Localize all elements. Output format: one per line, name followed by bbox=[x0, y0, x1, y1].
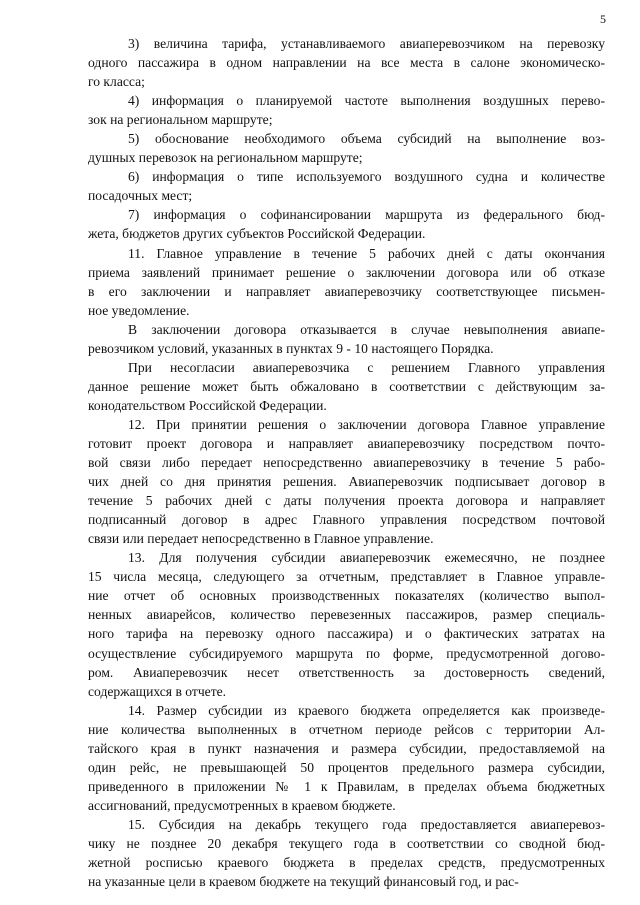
text-line: данное решение может быть обжаловано в соответствии с действующим за- bbox=[88, 378, 605, 394]
text-line: ассигнований, предусмотренных в краевом бюджете. bbox=[88, 797, 396, 813]
text-line: приема заявлений принимает решение о заключении договора или об отказе bbox=[88, 264, 605, 280]
paragraph-point-15 bbox=[88, 815, 605, 891]
text-line: 7) информация о софинансировании маршрута из федерального бюд- bbox=[128, 207, 605, 223]
paragraph-item-4 bbox=[88, 91, 605, 129]
text-line: готовит проект договора и направляет авиаперевозчику посредством почто- bbox=[88, 435, 605, 451]
text-line: 12. При принятии решения о заключении договора Главное управление bbox=[128, 416, 605, 432]
text-line: 11. Главное управление в течение 5 рабочих дней с даты окончания bbox=[128, 245, 605, 261]
text-line: 13. Для получения субсидии авиаперевозчик ежемесячно, не позднее bbox=[128, 550, 605, 566]
text-line: вой связи либо передает непосредственно авиаперевозчику в течение 5 рабо- bbox=[88, 455, 605, 471]
document-body bbox=[88, 34, 605, 891]
text-line: 3) величина тарифа, устанавливаемого авиаперевозчиком на перевозку bbox=[128, 36, 605, 51]
text-line: ненных авиарейсов, количество перевезенных пассажиров, размер специаль- bbox=[88, 607, 605, 623]
text-line: жетной росписью краевого бюджета в пределах средств, предусмотренных bbox=[88, 855, 605, 871]
text-line: ром. Авиаперевозчик несет ответственность за достоверность сведений, bbox=[88, 664, 605, 680]
paragraph-item-7 bbox=[88, 205, 605, 243]
text-line: 6) информация о типе используемого воздушного судна и количестве bbox=[128, 169, 605, 185]
paragraph-appeal bbox=[88, 358, 605, 415]
text-line: ние отчет об основных производственных показателях (количество выпол- bbox=[88, 588, 605, 604]
text-line: го класса; bbox=[88, 74, 145, 90]
text-line: содержащихся в отчете. bbox=[88, 683, 227, 699]
text-line: приведенного в приложении № 1 к Правилам, в пределах объема бюджетных bbox=[88, 778, 605, 794]
text-line: 14. Размер субсидии из краевого бюджета определяется как произведе- bbox=[128, 702, 605, 718]
text-line: течение 5 рабочих дней с даты получения проекта договора и направляет bbox=[88, 493, 605, 509]
paragraph-item-5 bbox=[88, 129, 605, 167]
text-line: 4) информация о планируемой частоте выполнения воздушных перево- bbox=[128, 93, 605, 109]
text-line: в его заключении и направляет авиаперевозчику соответствующее письмен- bbox=[88, 283, 605, 299]
text-line: один рейс, не превышающей 50 процентов предельного размера субсидии, bbox=[88, 759, 605, 775]
text-line: 15. Субсидия на декабрь текущего года предоставляется авиаперевоз- bbox=[128, 816, 605, 832]
text-line: ние количества выполненных в отчетном периоде рейсов с территории Ал- bbox=[88, 721, 605, 737]
paragraph-point-12 bbox=[88, 415, 605, 548]
text-line: ного тарифа на перевозку одного пассажира) и о фактических затратах на bbox=[88, 626, 605, 642]
text-line: жета, бюджетов других субъектов Российской Федерации. bbox=[88, 226, 426, 242]
page-number: 5 bbox=[600, 12, 606, 26]
text-line: конодательством Российской Федерации. bbox=[88, 397, 327, 413]
text-line: чих дней со дня принятия решения. Авиаперевозчик подписывает договор в bbox=[88, 474, 605, 490]
text-line: на указанные цели в краевом бюджете на текущий финансовый год, и рас- bbox=[88, 874, 519, 890]
paragraph-point-13 bbox=[88, 548, 605, 700]
text-line: ное уведомление. bbox=[88, 302, 190, 318]
paragraph-point-14 bbox=[88, 701, 605, 815]
text-line: одного пассажира в одном направлении на все места в салоне экономическо- bbox=[88, 55, 605, 71]
paragraph-item-6 bbox=[88, 167, 605, 205]
text-line: ревозчиком условий, указанных в пунктах 9 - 10 настоящего Порядка. bbox=[88, 340, 494, 356]
text-line: посадочных мест; bbox=[88, 188, 193, 204]
text-line: 15 числа месяца, следующего за отчетным, представляет в Главное управле- bbox=[88, 569, 605, 585]
text-line: В заключении договора отказывается в случае невыполнения авиапе- bbox=[128, 321, 605, 337]
paragraph-point-11 bbox=[88, 244, 605, 320]
paragraph-item-3 bbox=[88, 34, 605, 91]
text-line: подписанный договор в адрес Главного управления посредством почтовой bbox=[88, 512, 605, 528]
paragraph-refusal bbox=[88, 320, 605, 358]
text-line: связи или передает непосредственно в Главное управление. bbox=[88, 531, 434, 547]
text-line: зок на региональном маршруте; bbox=[88, 112, 273, 128]
text-line: чику не позднее 20 декабря текущего года в соответствии со сводной бюд- bbox=[88, 835, 605, 851]
text-line: осуществление субсидируемого маршрута по форме, предусмотренной догово- bbox=[88, 645, 605, 661]
text-line: душных перевозок на региональном маршруте; bbox=[88, 150, 363, 166]
text-line: тайского края в пункт назначения и размера субсидии, предоставляемой на bbox=[88, 740, 605, 756]
text-line: При несогласии авиаперевозчика с решением Главного управления bbox=[128, 359, 605, 375]
text-line: 5) обоснование необходимого объема субсидий на выполнение воз- bbox=[128, 131, 605, 147]
